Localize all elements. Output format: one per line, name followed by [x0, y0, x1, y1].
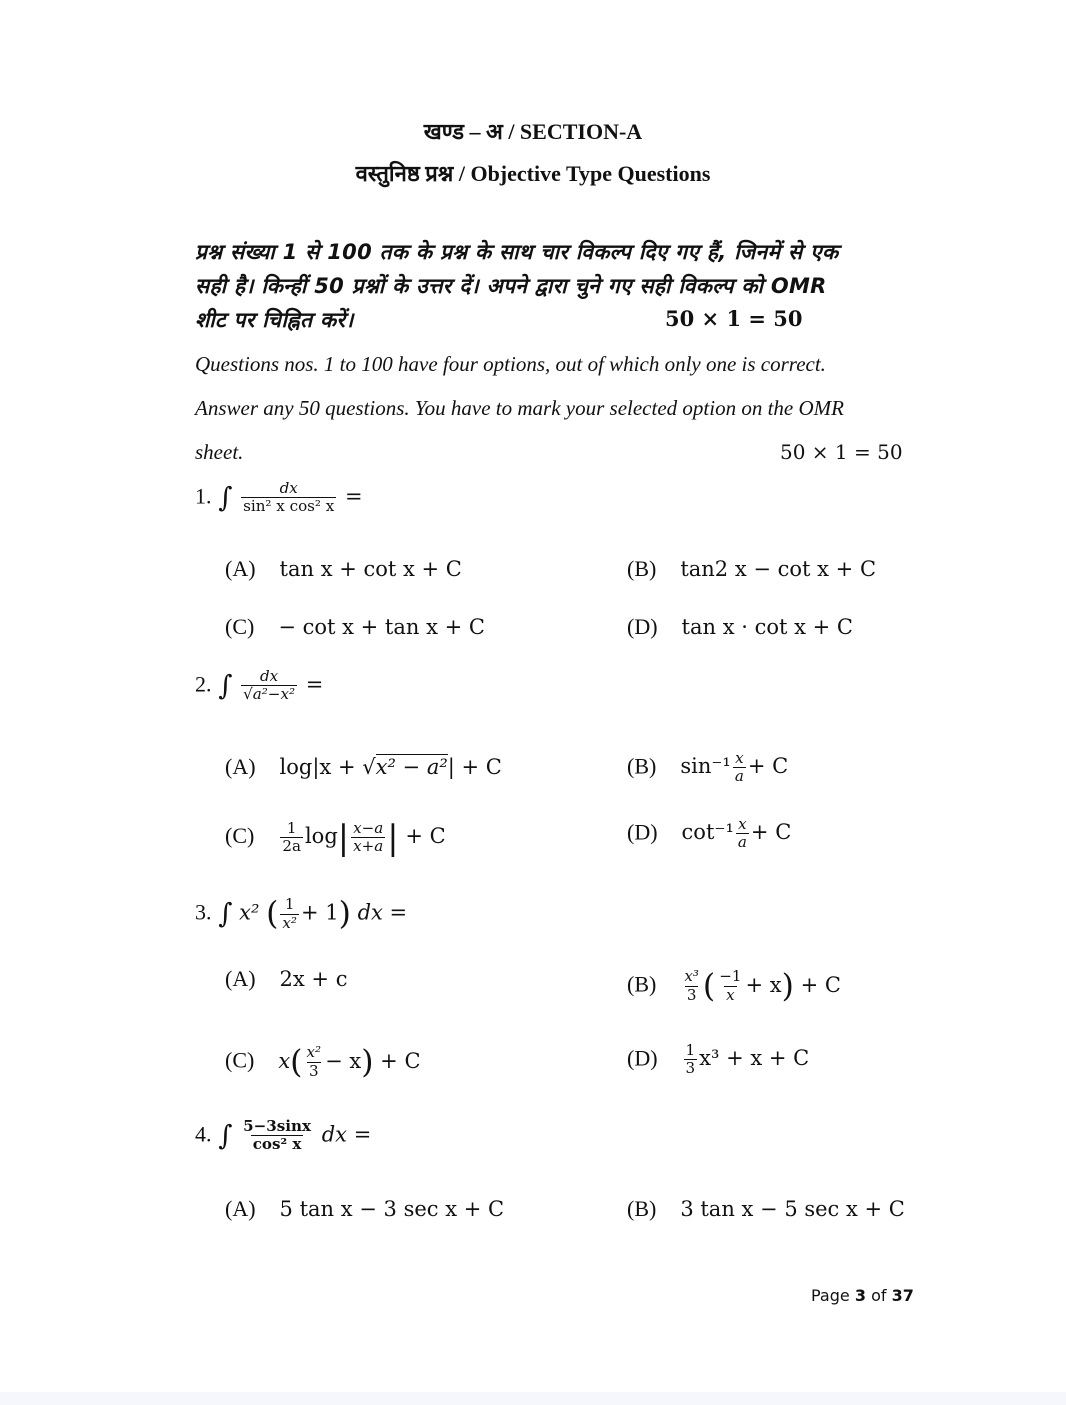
radicand: x² − a² — [375, 755, 448, 779]
log-text: log — [304, 824, 338, 848]
fraction-denominator: x — [726, 985, 735, 1004]
integral-sign: ∫ — [218, 482, 233, 514]
option-label: (D) — [627, 614, 658, 639]
fraction — [241, 1118, 313, 1154]
hindi-instruction-line-2: सही है। किन्हीं 50 प्रश्नों के उत्तर दें। अपने द्वारा चुने गए सही विकल्प को OMR — [195, 274, 827, 298]
question-number: 2. — [195, 671, 212, 697]
question-number: 1. — [195, 483, 212, 509]
bottom-strip — [0, 1392, 1066, 1405]
english-instruction-line-1: Questions nos. 1 to 100 have four options, out of which only one is correct. — [195, 352, 826, 376]
expr-suffix: + C — [380, 1048, 421, 1073]
option-text — [278, 818, 446, 857]
option-text: 2x + c — [279, 967, 348, 991]
q1-option-b[interactable] — [627, 556, 876, 582]
q4-option-a[interactable] — [225, 1196, 504, 1222]
fraction-denominator: a — [737, 833, 747, 852]
fraction — [280, 820, 303, 856]
fraction — [736, 816, 749, 852]
english-instruction-line-2: Answer any 50 questions. You have to mark your selected option on the OMR — [195, 396, 844, 420]
expr-prefix: x² — [239, 900, 260, 925]
integral-sign: ∫ — [218, 670, 233, 702]
expr-prefix: x — [278, 1048, 291, 1073]
option-text — [682, 1041, 810, 1078]
english-instruction-line-3: sheet. — [195, 440, 244, 464]
equals-sign: = — [305, 672, 324, 697]
fraction — [717, 968, 743, 1004]
option-text — [680, 967, 841, 1004]
option-label: (D) — [627, 1045, 658, 1071]
paren-open: ( — [702, 968, 716, 1004]
expr-suffix: + C — [800, 972, 841, 997]
option-text — [681, 815, 792, 852]
page-total: 37 — [891, 1286, 914, 1305]
paren-open: ( — [290, 1044, 303, 1080]
q2-option-c[interactable] — [225, 818, 446, 857]
paren-close: ) — [361, 1044, 374, 1080]
q2-option-b[interactable] — [627, 750, 788, 786]
equals-sign: = — [345, 484, 363, 509]
paren-open: ( — [266, 896, 279, 932]
fraction-numerator: 5−3sinx — [243, 1117, 312, 1135]
fraction-denominator: 2a — [282, 837, 301, 855]
expr-suffix: + C — [747, 754, 789, 779]
fraction-numerator: x — [735, 749, 744, 767]
q2-option-a[interactable] — [225, 754, 502, 780]
option-label: (A) — [225, 754, 256, 779]
q3-option-d[interactable] — [627, 1042, 809, 1078]
q3-option-a[interactable] — [225, 966, 347, 992]
option-text: tan x + cot x + C — [279, 557, 462, 581]
fraction-denominator: √a²−x² — [243, 685, 296, 704]
fraction-numerator: dx — [259, 667, 279, 685]
fraction-numerator: −1 — [719, 967, 742, 986]
option-text: − cot x + tan x + C — [278, 615, 485, 639]
page-prefix: Page — [811, 1286, 850, 1305]
expr-suffix: dx = — [321, 1122, 372, 1147]
fraction-numerator: x−a — [353, 818, 384, 837]
fraction — [241, 668, 297, 704]
option-label: (C) — [225, 1047, 255, 1073]
paren-close: ) — [781, 968, 794, 1004]
option-label: (B) — [627, 556, 657, 581]
option-label: (A) — [225, 1196, 256, 1221]
option-text: 5 tan x − 3 sec x + C — [279, 1197, 505, 1221]
fraction-numerator: x³ — [684, 967, 699, 986]
fraction — [304, 1044, 323, 1080]
question-4 — [195, 1118, 371, 1154]
fraction — [241, 480, 336, 516]
hindi-instruction-line-3: शीट पर चिह्नित करें। — [195, 308, 354, 332]
expr-prefix: cot⁻¹ — [681, 820, 734, 845]
hindi-instruction-line-1: प्रश्न संख्या 1 से 100 तक के प्रश्न के साथ चार विकल्प दिए गए हैं, जिनमें से एक — [195, 240, 839, 264]
integral-sign: ∫ — [218, 1120, 233, 1152]
option-label: (D) — [627, 819, 658, 845]
expr-middle: + 1 — [300, 900, 339, 925]
question-number: 4. — [195, 1121, 212, 1147]
option-label: (B) — [627, 1196, 657, 1221]
q1-option-c[interactable] — [225, 614, 485, 640]
fraction-denominator: x+a — [353, 837, 384, 855]
section-subtitle: वस्तुनिष्ठ प्रश्न / Objective Type Questions — [355, 161, 711, 186]
question-2 — [195, 668, 323, 704]
option-label: (A) — [225, 966, 256, 991]
fraction-numerator: 1 — [284, 895, 295, 914]
hindi-marks: 50 × 1 = 50 — [665, 306, 803, 331]
option-text — [280, 755, 502, 779]
expr-prefix: log|x + √ — [279, 755, 376, 779]
fraction-denominator: a — [734, 767, 744, 786]
expr-suffix: | + C — [447, 755, 502, 779]
fraction — [684, 1042, 698, 1078]
option-text: 3 tan x − 5 sec x + C — [680, 1197, 905, 1221]
fraction-denominator: 3 — [686, 985, 697, 1004]
fraction-denominator: 3 — [308, 1061, 319, 1080]
abs-bar: | — [337, 818, 350, 857]
fraction-denominator: 3 — [685, 1059, 696, 1078]
option-text — [278, 1043, 421, 1080]
fraction — [682, 968, 701, 1004]
option-text: tan x · cot x + C — [681, 615, 853, 639]
option-text — [680, 749, 789, 786]
fraction-numerator: dx — [279, 479, 298, 497]
q3-option-c[interactable] — [225, 1044, 421, 1080]
q2-option-d[interactable] — [627, 816, 791, 852]
option-label: (A) — [225, 556, 256, 581]
fraction-denominator: cos² x — [252, 1135, 302, 1154]
fraction — [280, 896, 299, 932]
expr-suffix: dx = — [357, 900, 408, 925]
expr-suffix: + C — [750, 820, 792, 845]
q1-option-d[interactable] — [627, 614, 853, 640]
option-text: tan2 x − cot x + C — [680, 557, 877, 581]
page-current: 3 — [854, 1286, 866, 1305]
fraction-denominator: x² — [282, 913, 297, 932]
paren-close: ) — [338, 896, 351, 932]
fraction-numerator: 1 — [685, 1041, 696, 1059]
fraction-denominator: sin² x cos² x — [243, 497, 335, 516]
expr-suffix: + C — [405, 824, 446, 848]
option-label: (C) — [225, 823, 255, 848]
q3-option-b[interactable] — [627, 968, 841, 1004]
fraction-numerator: x — [738, 815, 747, 833]
q1-option-a[interactable] — [225, 556, 462, 582]
expr-suffix: x³ + x + C — [699, 1046, 810, 1071]
question-1 — [195, 480, 363, 516]
english-marks: 50 × 1 = 50 — [780, 440, 903, 464]
fraction-numerator: 1 — [286, 818, 297, 837]
integral-sign: ∫ — [218, 898, 233, 930]
fraction-numerator: x² — [306, 1043, 322, 1062]
section-heading: खण्ड – अ / SECTION-A — [423, 119, 643, 144]
expr-prefix: sin⁻¹ — [680, 754, 731, 779]
question-number: 3. — [195, 899, 212, 925]
abs-bar: | — [387, 818, 399, 857]
option-label: (B) — [627, 971, 657, 997]
option-label: (B) — [627, 753, 657, 779]
fraction — [351, 820, 385, 856]
q4-option-b[interactable] — [627, 1196, 905, 1222]
expr-middle: + x — [745, 972, 782, 997]
fraction — [733, 750, 746, 786]
expr-middle: − x — [325, 1048, 362, 1073]
option-label: (C) — [225, 614, 255, 639]
page-of: of — [871, 1286, 887, 1305]
page-indicator — [811, 1286, 914, 1305]
question-3 — [195, 896, 407, 932]
